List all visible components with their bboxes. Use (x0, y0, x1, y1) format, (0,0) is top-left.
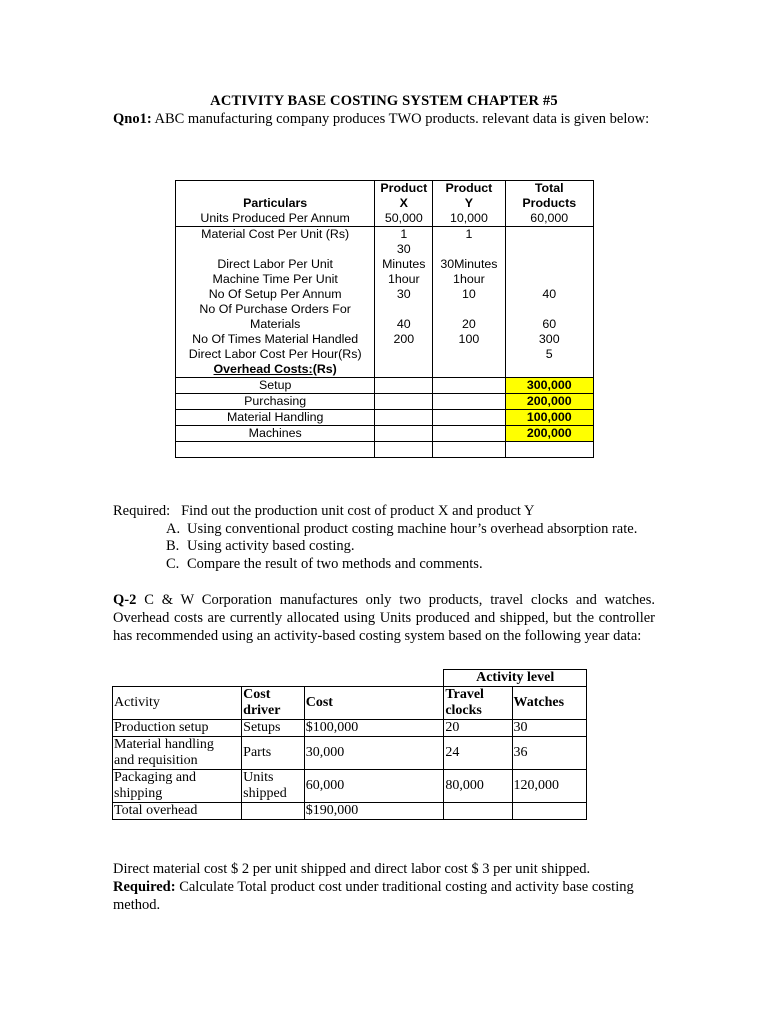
list-item: C. Compare the result of two methods and comments. (166, 555, 483, 572)
question-1-label: Qno1: (113, 111, 152, 127)
overhead-costs-unit: (Rs) (312, 362, 337, 376)
cell-total: 60 (505, 302, 594, 332)
question-2-text (113, 591, 655, 645)
cell-y: 1hour (433, 272, 505, 287)
footer-required-text: Calculate Total product cost under traditional costing and activity base costing method. (113, 879, 634, 913)
table-row (176, 410, 594, 426)
cell-x: 40 (375, 302, 433, 332)
required-section-1 (113, 503, 673, 573)
footer-text (113, 860, 658, 914)
product-data-table (175, 180, 594, 458)
list-item: A. Using conventional product costing machine hour’s overhead absorption rate. (166, 520, 638, 537)
table-row (176, 426, 594, 442)
table-row (176, 211, 594, 227)
watches-cell: 120,000 (512, 770, 586, 803)
row-label-line2: Materials (250, 317, 301, 331)
header-total-line2: Products (522, 196, 577, 210)
table-row (176, 302, 594, 332)
row-label: No Of Setup Per Annum (176, 287, 375, 302)
question-1-body: ABC manufacturing company produces TWO products. relevant data is given below: (151, 111, 650, 127)
cell-y: 100 (433, 332, 505, 347)
required-text: Find out the production unit cost of product X and product Y (181, 503, 535, 519)
clocks-cell: 20 (444, 720, 512, 737)
header-cost: Cost (304, 687, 444, 720)
highlighted-value: 200,000 (506, 426, 594, 441)
table-row (176, 394, 594, 410)
table-row (176, 242, 594, 272)
header-product-y-line2: Y (464, 196, 474, 210)
question-2-label: Q-2 (113, 592, 137, 608)
cost-cell: 30,000 (304, 737, 444, 770)
overhead-costs-label: Overhead Costs: (213, 362, 313, 376)
cell-total (505, 242, 594, 272)
table-row (176, 272, 594, 287)
cell-total (505, 227, 594, 243)
row-label: No Of Times Material Handled (176, 332, 375, 347)
watches-cell: 36 (512, 737, 586, 770)
cell-y: 20 (433, 302, 505, 332)
table-empty-row (176, 442, 594, 458)
cell-total: 5 (505, 347, 594, 362)
highlighted-value: 100,000 (506, 410, 594, 425)
table-row (176, 347, 594, 362)
cell-total: 40 (505, 287, 594, 302)
table-header-row (176, 181, 594, 212)
table-header-row: Activity Cost driver Cost Travel clocks Watches (113, 687, 587, 720)
watches-cell: 30 (512, 720, 586, 737)
question-1-text (113, 111, 658, 128)
header-product-y-line1: Product (445, 181, 493, 195)
required-list (113, 521, 673, 574)
cell-y (433, 347, 505, 362)
row-label-line1: No Of Purchase Orders For (199, 302, 351, 316)
row-label: Material Handling (176, 410, 375, 426)
table-row (176, 287, 594, 302)
table-row: Material handling and requisition Parts 30,000 24 36 (113, 737, 587, 770)
row-label: Direct Labor Cost Per Hour(Rs) (176, 347, 375, 362)
table-row (176, 227, 594, 243)
header-watches: Watches (512, 687, 586, 720)
clocks-cell: 24 (444, 737, 512, 770)
cell-total: 60,000 (505, 211, 594, 227)
header-total-line1: Total (534, 181, 564, 195)
row-label: Purchasing (176, 394, 375, 410)
table-row (176, 332, 594, 347)
activity-level-row (113, 670, 587, 687)
cell-x (375, 347, 433, 362)
list-item: B. Using activity based costing. (166, 538, 355, 554)
activity-cost-table (112, 669, 587, 820)
cell-x: 200 (375, 332, 433, 347)
clocks-cell: 80,000 (444, 770, 512, 803)
required-label: Required: (113, 503, 171, 519)
row-label: Direct Labor Per Unit (176, 242, 375, 272)
cell-y: 10,000 (433, 211, 505, 227)
row-label: Machine Time Per Unit (176, 272, 375, 287)
row-label: Setup (176, 378, 375, 394)
row-label: Units Produced Per Annum (176, 211, 375, 227)
header-product-x-line2: X (399, 196, 408, 210)
table-row (113, 720, 587, 737)
cell-x-line2: Minutes (382, 257, 426, 271)
activity-cell: Production setup (113, 720, 242, 737)
cell-y: 10 (433, 287, 505, 302)
cell-x: 1 (375, 227, 433, 243)
overhead-header-row (176, 362, 594, 378)
highlighted-value: 200,000 (506, 394, 594, 409)
activity-level-header: Activity level (444, 670, 587, 687)
cell-x-line1: 30 (396, 242, 411, 256)
page-title: ACTIVITY BASE COSTING SYSTEM CHAPTER #5 (210, 93, 558, 109)
total-row (113, 803, 587, 820)
cell-y: 1 (433, 227, 505, 243)
cell-x: 1hour (375, 272, 433, 287)
cost-cell: $100,000 (304, 720, 444, 737)
header-particulars: Particulars (243, 196, 308, 210)
footer-line-1: Direct material cost $ 2 per unit shipped and direct labor cost $ 3 per unit shipped. (113, 861, 591, 877)
table-row: Packaging and shipping Units shipped 60,000 80,000 120,000 (113, 770, 587, 803)
total-label: Total overhead (113, 803, 242, 820)
table-row (176, 378, 594, 394)
cell-x: 50,000 (375, 211, 433, 227)
footer-required-label: Required: (113, 879, 176, 895)
driver-cell: Parts (242, 737, 305, 770)
header-product-x-line1: Product (380, 181, 428, 195)
total-cost: $190,000 (304, 803, 444, 820)
header-activity: Activity (113, 687, 242, 720)
cell-x: 30 (375, 287, 433, 302)
row-label: Material Cost Per Unit (Rs) (176, 227, 375, 243)
row-label: Machines (176, 426, 375, 442)
cell-total (505, 272, 594, 287)
driver-cell: Setups (242, 720, 305, 737)
question-2-body: C & W Corporation manufactures only two products, travel clocks and watches. Overhead costs are currently allocated using Units produced and shipped, but the controller has recommended using an activity-based costing system based on the following year data: (113, 592, 655, 644)
cost-cell: 60,000 (304, 770, 444, 803)
cell-y: 30Minutes (433, 242, 505, 272)
cell-total: 300 (505, 332, 594, 347)
highlighted-value: 300,000 (506, 378, 594, 393)
